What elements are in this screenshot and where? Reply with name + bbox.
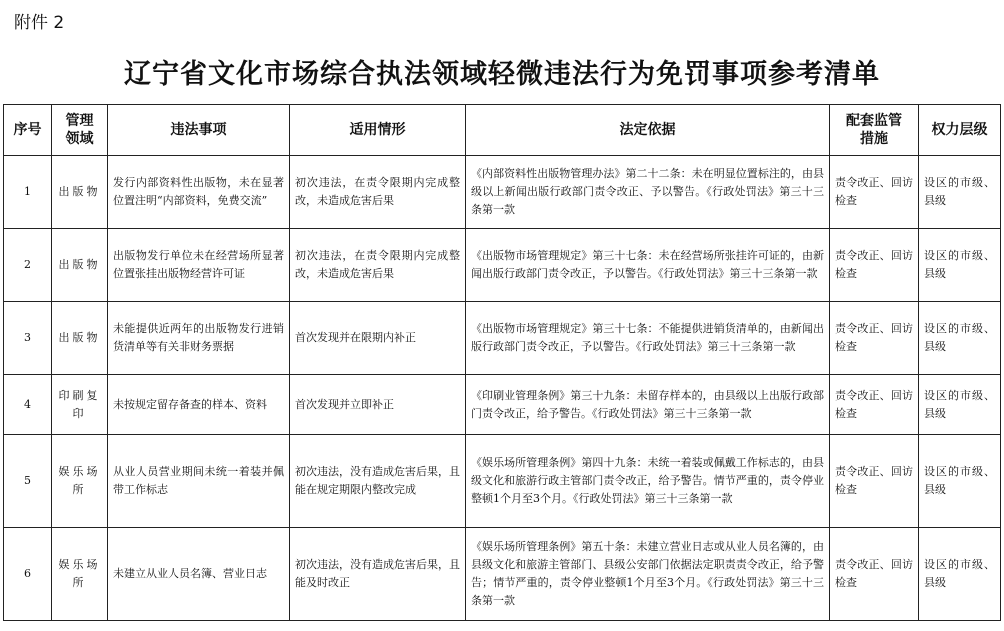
header-seq: 序号	[4, 105, 52, 156]
cell-level: 设区的市级、县级	[919, 528, 1001, 621]
exemption-table	[3, 104, 1001, 621]
cell-seq: 2	[4, 229, 52, 302]
cell-level: 设区的市级、县级	[919, 229, 1001, 302]
cell-violation: 出版物发行单位未在经营场所显著位置张挂出版物经营许可证	[108, 229, 290, 302]
cell-area: 出版物	[52, 156, 108, 229]
cell-measures: 责令改正、回访检查	[830, 375, 919, 435]
cell-basis: 《出版物市场管理规定》第三十七条：不能提供进销货清单的，由新闻出版行政部门责令改正，予以警告。《行政处罚法》第三十三条第一款	[466, 302, 830, 375]
cell-basis: 《娱乐场所管理条例》第四十九条：未统一着装或佩戴工作标志的，由县级文化和旅游行政主管部门责令改正，给予警告。情节严重的，责令停业整顿1个月至3个月。《行政处罚法》第三十三条第一款	[466, 435, 830, 528]
cell-circumstance: 初次违法，在责令限期内完成整改，未造成危害后果	[290, 229, 466, 302]
cell-basis: 《出版物市场管理规定》第三十七条：未在经营场所张挂许可证的，由新闻出版行政部门责令改正，予以警告。《行政处罚法》第三十三条第一款	[466, 229, 830, 302]
cell-area: 娱乐场所	[52, 528, 108, 621]
page-title: 辽宁省文化市场综合执法领域轻微违法行为免罚事项参考清单	[124, 59, 880, 90]
cell-level: 设区的市级、县级	[919, 375, 1001, 435]
cell-violation: 从业人员营业期间未统一着装并佩带工作标志	[108, 435, 290, 528]
cell-seq: 1	[4, 156, 52, 229]
cell-area: 出版物	[52, 302, 108, 375]
table-row	[4, 528, 1001, 621]
header-area	[52, 105, 108, 156]
cell-level: 设区的市级、县级	[919, 435, 1001, 528]
table-row	[4, 375, 1001, 435]
cell-violation: 未建立从业人员名簿、营业日志	[108, 528, 290, 621]
table-row	[4, 302, 1001, 375]
cell-basis: 《娱乐场所管理条例》第五十条：未建立营业日志或从业人员名簿的，由县级文化和旅游主管部门、县级公安部门依据法定职责责令改正，给予警告；情节严重的，责令停业整顿1个月至3个月。《行政处罚法》第三十三条第一款	[466, 528, 830, 621]
annex-label: 附件 2	[14, 13, 65, 33]
cell-measures: 责令改正、回访检查	[830, 528, 919, 621]
cell-violation: 发行内部资料性出版物，未在显著位置注明“内部资料，免费交流”	[108, 156, 290, 229]
cell-circumstance: 初次违法，没有造成危害后果，且能在规定期限内整改完成	[290, 435, 466, 528]
cell-basis: 《印刷业管理条例》第三十九条：未留存样本的，由县级以上出版行政部门责令改正，给予警告。《行政处罚法》第三十三条第一款	[466, 375, 830, 435]
header-violation: 违法事项	[108, 105, 290, 156]
cell-area: 出版物	[52, 229, 108, 302]
cell-measures: 责令改正、回访检查	[830, 302, 919, 375]
cell-measures: 责令改正、回访检查	[830, 229, 919, 302]
cell-basis: 《内部资料性出版物管理办法》第二十二条：未在明显位置标注的，由县级以上新闻出版行政部门责令改正、予以警告。《行政处罚法》第三十三条第一款	[466, 156, 830, 229]
cell-seq: 3	[4, 302, 52, 375]
cell-measures: 责令改正、回访检查	[830, 435, 919, 528]
table-row	[4, 229, 1001, 302]
header-measures-text: 配套监管 措施	[846, 113, 902, 147]
cell-area: 娱乐场所	[52, 435, 108, 528]
cell-circumstance: 首次发现并立即补正	[290, 375, 466, 435]
table-row	[4, 435, 1001, 528]
cell-violation: 未能提供近两年的出版物发行进销货清单等有关非财务票据	[108, 302, 290, 375]
cell-seq: 4	[4, 375, 52, 435]
cell-circumstance: 首次发现并在限期内补正	[290, 302, 466, 375]
cell-level: 设区的市级、县级	[919, 156, 1001, 229]
header-level: 权力层级	[919, 105, 1001, 156]
header-row	[4, 105, 1001, 156]
cell-measures: 责令改正、回访检查	[830, 156, 919, 229]
cell-circumstance: 初次违法，在责令限期内完成整改，未造成危害后果	[290, 156, 466, 229]
header-measures	[830, 105, 919, 156]
header-circumstance: 适用情形	[290, 105, 466, 156]
cell-circumstance: 初次违法，没有造成危害后果，且能及时改正	[290, 528, 466, 621]
cell-level: 设区的市级、县级	[919, 302, 1001, 375]
cell-violation: 未按规定留存备查的样本、资料	[108, 375, 290, 435]
header-basis: 法定依据	[466, 105, 830, 156]
header-area-text: 管理 领域	[65, 113, 94, 147]
cell-area: 印刷复印	[52, 375, 108, 435]
table-row	[4, 156, 1001, 229]
cell-seq: 6	[4, 528, 52, 621]
cell-seq: 5	[4, 435, 52, 528]
